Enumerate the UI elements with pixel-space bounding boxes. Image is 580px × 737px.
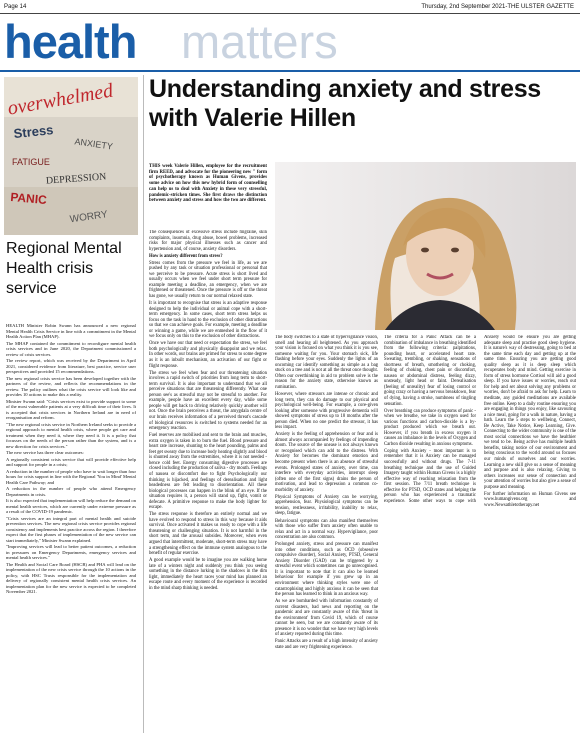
article-title: Understanding anxiety and stress with Valerie Hillen [149,75,541,132]
article-intro [149,164,267,204]
page-header [0,0,580,14]
article-column-3 [384,335,576,733]
photo-word-fatigue: FATIGUE [12,157,50,167]
side-paragraph: It is also expected that implementation will help reduce the demand on mental health services, which are currently under extreme pressure as a result of the COVID-19 pandemic. [6,498,136,514]
photo-word-stress: Stress [12,122,55,142]
photo-word-depression: DEPRESSION [45,171,107,187]
article-paragraph: Fuel reserves are mobilised and sent to the brain and muscles, extra oxygen is taken in to burn the fuel. Blood pressure and heart rate increase, shunting to the heart pounding, palms and feet get sweaty due to increase body heating slightly and blood is shunted away from the extremities, where it is not needed - hence cold feet. Energy consuming digestive processes are closed including the production of saliva - dry mouth. Feelings of nausea or discomfort due to fight Psychologically our thinking is hijacked, and feelings of derealisation and light headedness are felt leading to disorientation. All these biological processes can happen in the blink of an eye. If the situation requires it, a person will stand up, fight, vomit or defecate. A primitive response to make the body lighter for escape. [149,433,267,511]
article-subheading: How is anxiety different from stress? [149,253,223,259]
side-paragraph: Minister Swann said: "Crisis services exist to provide support to some of the most vulnerable patients at a very difficult time of their lives. It is accepted that crisis services in Northern Ireland are in need of reorganisation and reform. [6,398,136,420]
side-headline: Regional Mental Health crisis service [6,240,122,297]
article-paragraph: The stress we feel when fear and our threatening situation involves a rapid switch of priorities from long term to short-term survival. It is also important to understand that we all perceive situations that are threatening differently. What one person see's as stressful may not be stressful to another. For example, people have an excellent every day, while some people will get back to driving relatively quickly another will not. Once the brain perceives a threat, the amygdala centre of our brain receives information of a perceived threat's cascade of biological resources is switched to systems needed for an emergency reaction. [149,370,267,432]
side-paragraph: A reduction in the number of people who have to wait longer than four hours for crisis support in line with the Regional 'You in Mind' Mental Health Care Pathway; and [6,468,136,485]
article-paragraph: The criteria for a Panic Attack can be a combination of imbalance in breathing identified from the following criteria: palpitations, pounding heart, or accelerated heart rate. Sweating, trembling, or shaking, sensations of shortness of breath, smothering or choking, feeling of choking, chest pain or discomfort, nausea or abdominal distress, feeling dizzy, unsteady, light head or faint. Derealisation (feeling of unreality) fear of losing control or going crazy or having a nervous breakdown, fear of dying, having a stroke, numbness of tingling sensation. [384,335,476,407]
article-column-2 [275,335,378,733]
masthead-health: health [4,15,137,68]
photo-word-overwhelmed: overwhelmed [5,79,115,120]
article-paragraph: For further information on Human Givens see www.humangivens.org and www.Newsathletotherapy.net [484,491,576,508]
column-divider [143,75,144,733]
article-paragraph: It is important to recognise that stress is an adaptive response designed to help the individual or animal cope with a short-term emergency. In some cases, short term stress helps us focus on the task in hand to the exclusion of other distractions so that we can achieve goals. For example, meeting a deadline or winning a game, while we are enmeshed in the flow of it we focus only on this to the exclusion of other distractions. [149,301,267,340]
article-paragraph: The consequences of excessive stress include migraine, skin complaints, insomnia, drug abuse, bowel problems, increased risks for major physical illnesses such as cancer and hypertension and, of course, anxiety disorders. [149,230,267,252]
side-paragraph: The review report, which was received by the Department in April 2021, considered evidence from literature, best practice, service user perspectives and provided 15 recommendations. [6,358,136,374]
article-paragraph: Panic Attacks are a result of a high intensity of anxiety state and are very frightening experience. [275,639,378,651]
article-paragraph: Over breathing can produce symptoms of panic - when we breathe, we take in oxygen used for various functions and carbon-dioxide is a by-product produced which we breath out. However, if you breath in excess oxygen it causes an imbalance in the levels of Oxygen and Carbon dioxide resulting in anxious symptoms. [384,408,476,447]
article-paragraph: Prolonged anxiety, stress and pressure can manifest into other conditions, such as OCD (obsessive compulsive disorder), Social Anxiety, PTSD, General Anxiety Disorder (GAD) can be triggered by a stressful event which sometimes can go unrecognised. It is important to note that it can also be learned behaviour for example if you grew up in an environment where thinking styles were one of catastrophising and highly anxious it can be seen that the person has learned to think in an anxious way. [275,542,378,598]
article-paragraph: A good example would be to imagine you are walking home late of a winters night and suddenly you think you seeing something in the distance lurking in the shadows in the dim light, immediately the heart races your mind has planned an escape route and every moment of the experience is recorded in the mind sharp thinking is needed. [149,558,267,591]
article-paragraph: As we are bombarded with information constantly of current disasters, bad news and reporting on the pandemic and are constantly aware of this 'threat in the environment' from Covid 19, which of course cannot be seen, but we are constantly aware of its presence it is no wonder that we have very high levels of anxiety reported during this time. [275,599,378,638]
side-paragraph: HEALTH Minister Robin Swann has announced a new regional Mental Health Crisis Service in line with a commitment in the Mental Health Action Plan (MHAP). [6,323,136,339]
side-paragraph: "Improving services will lead to better patient outcomes, a reduction in pressures on Emergency Departments, emergency services and mental health services." [6,544,136,560]
side-paragraph: A reduction in the number of people who attend Emergency Departments in crisis. [6,486,136,497]
article-paragraph: Coping with Anxiety - most important is to remember that it is Anxiety can be managed successfully and without drugs. The 7-11 breathing technique and the use of Guided Imagery taught within Human Givens is a highly effective way of reaching relaxation from the first session. The 7/11 breath technique is effective for PTSD, OCD states and helping the person who has experienced a traumatic experience. Some other ways to cope with Anxiety would be ensure you are getting adequate sleep and practise good sleep hygiene. It is nature's way of destressing, going to bed at the same time each day and getting up at the same time. Ensuring you are getting good quality sleep as it is deep sleep which recuperates body and mind. Getting exercise in form of stress hormone Cortisol will aid a good sleep. If you have issues or worries, reach out for help and set about solving any problems or worries, don't be afraid to ask for help. Learn to meditate, any guided meditations are available free online. Keep to a daily routine ensuring you are engaging in things you enjoy, like savouring a nice meal, going for a walk in nature, having a bath. Learn the 5 steps to wellbeing, Connect, Be Active, Take Notice, Keep Learning, Give. Connecting to the wider community is one of the most social connections we have the healthier we tend to be. Being active has multiple health benefits, taking notice of our environment and being conscious to the world around us focuses our minds of ourselves and our worries. Learning a new skill give us a sense of meaning and purpose and is also relaxing. Giving to others increases our sense of connection and your attention of worries but also give a sense of purpose and meaning. [384,335,576,504]
article-paragraph: Behavioural symptoms can also manifest themselves with those who suffer from anxiety often unable to relax and act in a normal way. Hypervigilance, poor concentration are also common. [275,518,378,541]
article-paragraph: Once we have our that need or expectation the stress, we feel both psychologically and physically disappoint and we relax. In other words, our brains are primed for stress to some degree as it is an inbuilt mechanism, an activation of our fight or flight response. [149,341,267,369]
side-paragraph: A regionally consistent crisis service that will provide effective help and support for people in a crisis; [6,456,136,467]
photo-word-panic: PANIC [9,189,48,208]
article-paragraph: Stress comes from the pressure we feel in life, as we are pushed by any task or situation professional or personal that we perceive to be pressure. Acute stress is short lived and usually occurs when we feel under short term pressure for example meeting a deadline, an emergency, when we are frightened or threatened. Once the pressure is off or the threat has gone, we usually return to our normal relaxed state. [149,260,267,300]
masthead-matters: matters [181,15,338,68]
side-article-body [6,323,136,733]
article-column-1 [149,230,267,728]
side-paragraph: The MHAP contained the commitment to reconfigure mental health crisis services and in June 2020, the Department commissioned a review of crisis services. [6,340,136,357]
section-masthead [4,16,576,68]
side-paragraph: The new regional crisis service has been developed together with the partners of the review, and reflects the recommendations in the review. The policy outlines what the crisis service will look like and provides 10 actions to make this a reality. [6,375,136,397]
intro-paragraph: THIS week Valerie Hillen, employee for the recruitment firm REED, and advocate for the pioneering new " form of psychotherapy known as Human Givens, provides some advice on how this new hybrid form of counselling can help us to deal with Anxiety in these very stressful, pandemic-stricken times. She first draws the distinction between anxiety and stress and how the two are different. [149,164,267,204]
masthead-rule [0,70,580,72]
article-paragraph: However, where stressors are intense or chronic and long term, they can do damage to our physical and psychological well-being. For example, a core-given looking after someone with progressive dementia will showed symptoms of stress up to 18 months after the person died. When no one predict the stressor, it has less impact. [275,391,378,431]
issue-date: Thursday, 2nd September 2021-THE ULSTER GAZETTE [421,4,574,10]
article-paragraph: Physical Symptoms of Anxiety can be worrying, apprehension, fear. Physiological symptoms can be tension, restlessness, irritability, inability to relax, sleep, fatigue. [275,494,378,517]
side-paragraph: "The new regional crisis service in Northern Ireland seeks to provide a regional approach to mental health crisis, where people get care and treatment when they need it, where they need it. It is a policy that focusses on the needs of the person rather than the system, and is a new direction for crisis services." [6,421,136,449]
photo-word-worry: WORRY [69,209,109,226]
side-paragraph: "Crisis services are an integral part of mental health and suicide prevention services. The new regional crisis service provides regional consistency and implements best practice across the region. I therefore expect that the first phases of implementation of the new service can start immediately," Minister Swann explained. [6,515,136,543]
header-rule [0,13,580,14]
side-paragraph: The Health and Social Care Board (HSCB) and PHA will lead on the implementation of the new crisis service through the 10 actions in the policy, with HSC Trusts responsible for the implementation and delivery of regionally consistent mental health crisis services. An implementation plan for the new service is expected to be completed November 2021. [6,561,136,594]
article-paragraph: The body switches to a state of hypervigilance vision, smell and hearing all heightened. As you approach your vision is focused on what you think it is you see, someone waiting for you. Your stomach sick, life flashing before your eyes. Suddenly the lights of an oncoming car identify something as simple as a bag stuck on a tree and is not at all the threat once thought. Often our overthinking in aid to problem solve is the reason for the anxiety state, otherwise known as rumination. [275,335,378,390]
side-paragraph: The new service has three clear outcomes: [6,450,84,455]
stress-words-photo [4,77,138,235]
article-paragraph: The stress response is therefore an entirely normal and we have evolved to respond to stress in this way because it aids survival. Once activated it makes us ready to cope with a life threatening or challenging situation. It is not harmful in the short term, and the arousal subsides. Moreover, when even argued that intermittent, moderate, short-term stress may have a strengthening effect on the immune system analogous to the benefit of regular exercise. [149,512,267,557]
photo-word-anxiety: ANXIETY [73,136,114,152]
valerie-hillen-photo [275,162,576,330]
page-number: Page 14 [4,4,27,10]
article-paragraph: Anxiety is the feeling of apprehension or fear and is almost always accompanied by feelings of impending doom. The source of the unease is not always known or recognised which can add to the distress. With Anxiety for becomes the dominant emotion and become present when there is an absence of stressful events. Prolonged states of anxiety, over time, can interfere with everyday activities, interrupt sleep (often one of the first signs) drains the person of motivation, and lead to depression a common co-morbidity of anxiety. [275,432,378,493]
